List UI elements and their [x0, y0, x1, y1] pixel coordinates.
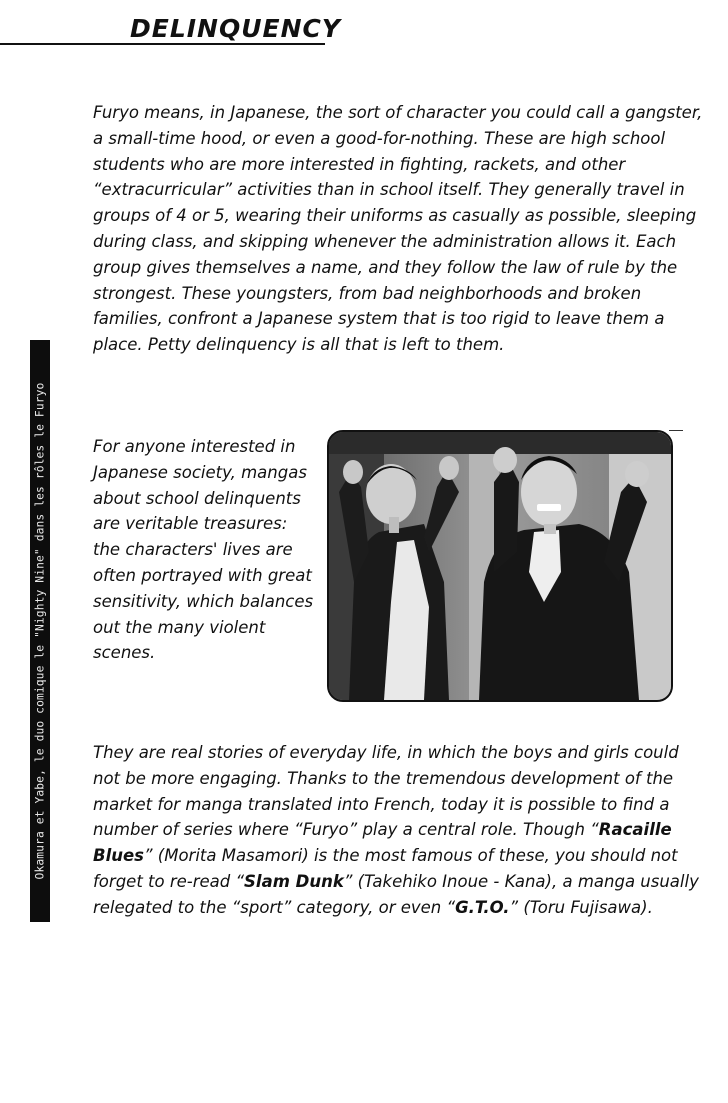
closing-text-2: ” (Morita Masamori) is the most famous of these, you should not forget to re-read “	[93, 846, 678, 891]
header-rule	[0, 43, 325, 45]
slam-dunk-title: Slam Dunk	[244, 871, 344, 891]
closing-text-1: They are real stories of everyday life, in which the boys and girls could not be more engaging. Thanks to the tremendous development of the market for manga translated into French, today it is possible to find a number of series where “Furyo” play a central role. Though “	[93, 743, 679, 840]
photo-caption: Okamura et Yabe, le duo comique le "Nighty Nine" dans les rôles le Furyo	[33, 382, 47, 880]
furyo-photo	[327, 430, 673, 702]
photo-illustration	[329, 432, 671, 700]
closing-paragraph	[93, 740, 703, 921]
photo-edge-line	[669, 430, 683, 431]
intro-paragraph: Furyo means, in Japanese, the sort of character you could call a gangster, a small-time hood, or even a good-for-nothing. These are high school students who are more interested in fighting, rackets, and other “extracurricular” activities than in school itself. They generally travel in groups of 4 or 5, wearing their uniforms as casually as possible, sleeping during class, and skipping whenever the administration allows it. Each group gives themselves a name, and they follow the law of rule by the strongest. These youngsters, from bad neighborhoods and broken families, confront a Japanese system that is too rigid to leave them a place. Petty delinquency is all that is left to them.	[93, 103, 703, 355]
racaille-blues-title: Racaille Blues	[93, 820, 672, 866]
page-title: DELINQUENCY	[130, 14, 341, 43]
photo-side-paragraph: For anyone interested in Japanese society, mangas about school delinquents are veritable treasures: the characters' lives are often portrayed with great sensitivity, which balances out the many violent scenes.	[93, 437, 314, 663]
photo-caption-sidebar	[30, 340, 50, 922]
gto-title: G.T.O.	[455, 897, 510, 917]
closing-text-3: ” (Takehiko Inoue - Kana), a manga usually relegated to the “sport” category, or even “	[93, 871, 699, 917]
closing-text-4: ” (Toru Fujisawa).	[509, 897, 653, 917]
